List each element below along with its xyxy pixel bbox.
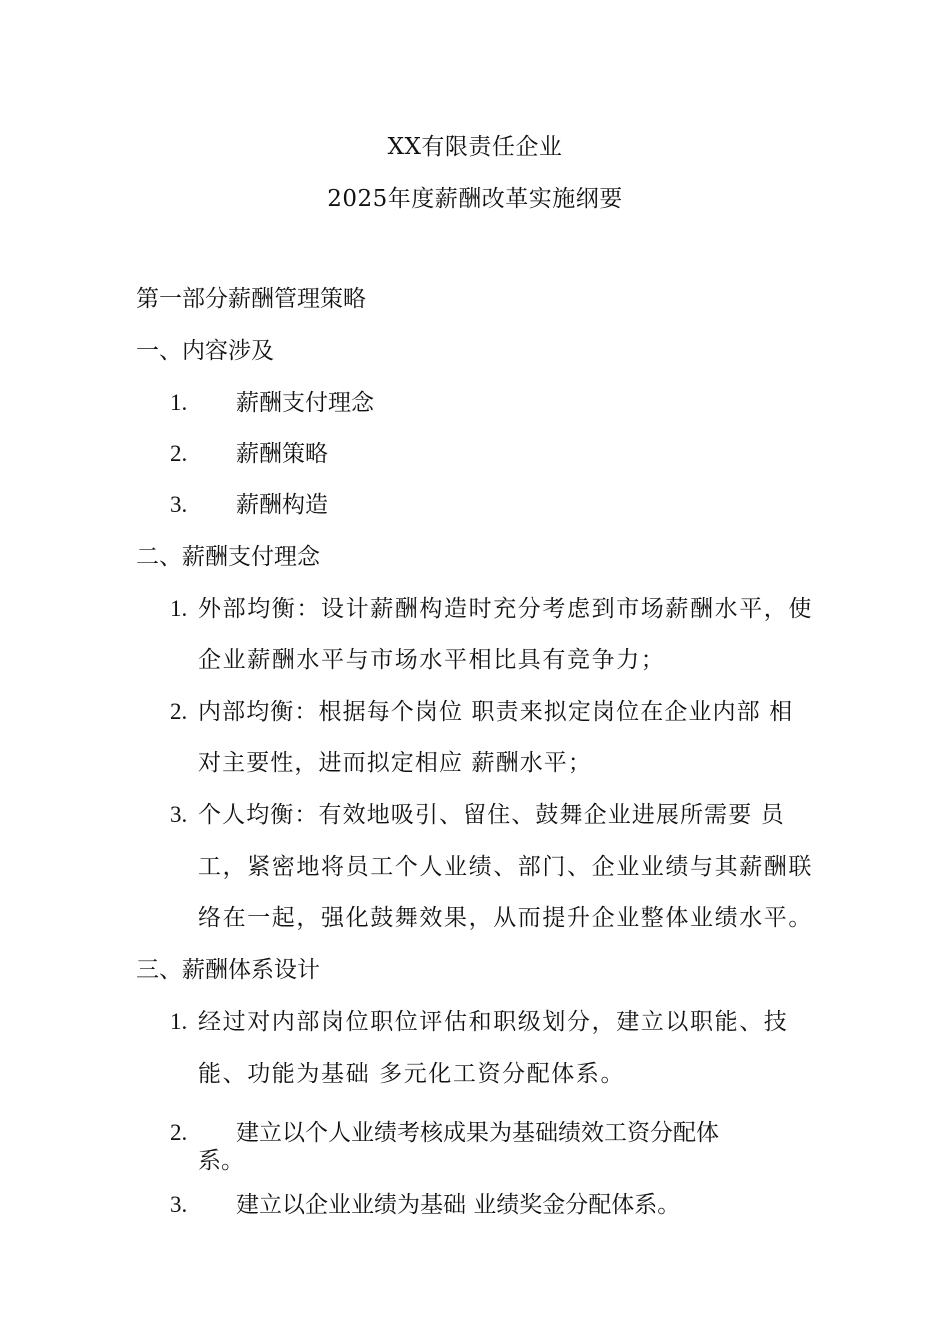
document-title-line-2: 2025年度薪酬改革实施纲要 (327, 186, 623, 212)
list-item-number: 1. (170, 596, 188, 621)
list-item-number: 3. (170, 492, 188, 517)
section-heading-pay-philosophy: 二、薪酬支付理念 (136, 544, 320, 570)
list-item-text: 络在一起，强化鼓舞效果，从而提升企业整体业绩水平。 (198, 905, 813, 931)
list-item-number: 1. (170, 390, 188, 415)
list-item-number: 2. (170, 1120, 188, 1145)
list-item-text: 工，紧密地将员工个人业绩、部门、企业业绩与其薪酬联 (198, 854, 813, 880)
list-item-text: 薪酬策略 (236, 441, 328, 467)
list-item-number: 2. (170, 441, 188, 466)
list-item-text: 个人均衡：有效地吸引、留住、鼓舞企业进展所需要 员 (198, 802, 785, 828)
list-item-number: 1. (170, 1009, 188, 1034)
list-item-number: 3. (170, 1192, 188, 1217)
list-item-number: 2. (170, 699, 188, 724)
document-title-line-1: XX有限责任企业 (387, 134, 563, 160)
list-item-number: 3. (170, 802, 188, 827)
part-heading: 第一部分薪酬管理策略 (136, 286, 366, 312)
list-item-text: 企业薪酬水平与市场水平相比具有竞争力； (198, 647, 666, 673)
list-item-text: 对主要性，进而拟定相应 薪酬水平； (198, 750, 593, 776)
list-item-text: 建立以企业业绩为基础 业绩奖金分配体系。 (236, 1192, 681, 1218)
list-item-text: 经过对内部岗位职位评估和职级划分，建立以职能、技 (198, 1009, 789, 1035)
list-item-text: 薪酬构造 (236, 492, 328, 518)
section-heading-pay-system: 三、薪酬体系设计 (136, 957, 320, 983)
section-heading-content: 一、内容涉及 (136, 338, 274, 364)
list-item-text: 建立以个人业绩考核成果为基础绩效工资分配体 (236, 1120, 719, 1146)
list-item-text: 外部均衡：设计薪酬构造时充分考虑到市场薪酬水平，使 (198, 596, 813, 622)
list-item-text: 能、功能为基础 多元化工资分配体系。 (198, 1061, 626, 1087)
list-item-text: 系。 (198, 1148, 244, 1174)
list-item-text: 内部均衡：根据每个岗位 职责来拟定岗位在企业内部 相 (198, 699, 794, 725)
list-item-text: 薪酬支付理念 (236, 390, 374, 416)
